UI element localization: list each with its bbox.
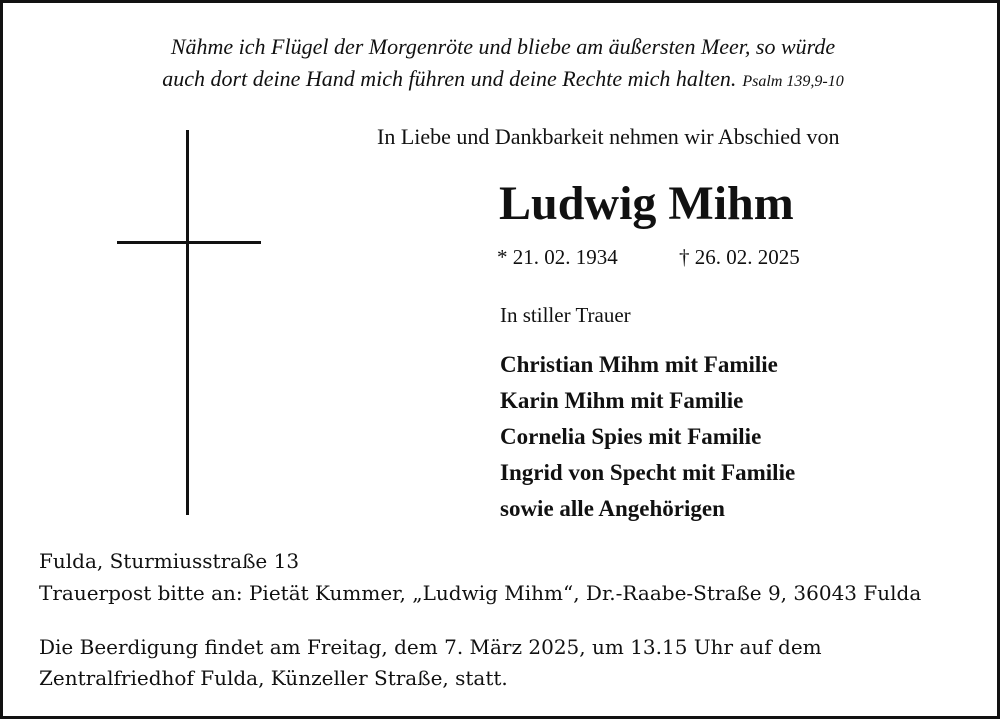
- death-date: † 26. 02. 2025: [679, 245, 800, 269]
- cross-horizontal-bar: [117, 241, 261, 244]
- verse-line-2-text: auch dort deine Hand mich führen und deine Rechte mich halten.: [162, 66, 737, 91]
- family-address: Fulda, Sturmiusstraße 13: [39, 549, 300, 573]
- birth-date: * 21. 02. 1934: [497, 245, 618, 269]
- condolence-mail-address: Trauerpost bitte an: Pietät Kummer, „Ludwig Mihm“, Dr.-Raabe-Straße 9, 36043 Fulda: [39, 581, 922, 605]
- mourner-item: sowie alle Angehörigen: [500, 496, 725, 521]
- farewell-intro: In Liebe und Dankbarkeit nehmen wir Abschied von: [377, 124, 840, 149]
- verse-line-2: [3, 63, 1000, 98]
- mourning-label: In stiller Trauer: [500, 303, 631, 327]
- verse-reference: Psalm 139,9-10: [742, 73, 844, 90]
- mourners-list: [500, 347, 795, 527]
- mourner-item: Christian Mihm mit Familie: [500, 352, 778, 377]
- funeral-info-line-2: Zentralfriedhof Fulda, Künzeller Straße, statt.: [39, 666, 508, 690]
- deceased-name: Ludwig Mihm: [499, 177, 794, 230]
- mourner-item: Ingrid von Specht mit Familie: [500, 460, 796, 485]
- bible-verse: [3, 31, 1000, 98]
- cross-vertical-bar: [186, 130, 189, 515]
- verse-line-1: Nähme ich Flügel der Morgenröte und bliebe am äußersten Meer, so würde: [170, 34, 836, 59]
- mourner-item: Cornelia Spies mit Familie: [500, 424, 762, 449]
- mourner-item: Karin Mihm mit Familie: [500, 388, 744, 413]
- funeral-info-line-1: Die Beerdigung findet am Freitag, dem 7. März 2025, um 13.15 Uhr auf dem: [39, 635, 822, 659]
